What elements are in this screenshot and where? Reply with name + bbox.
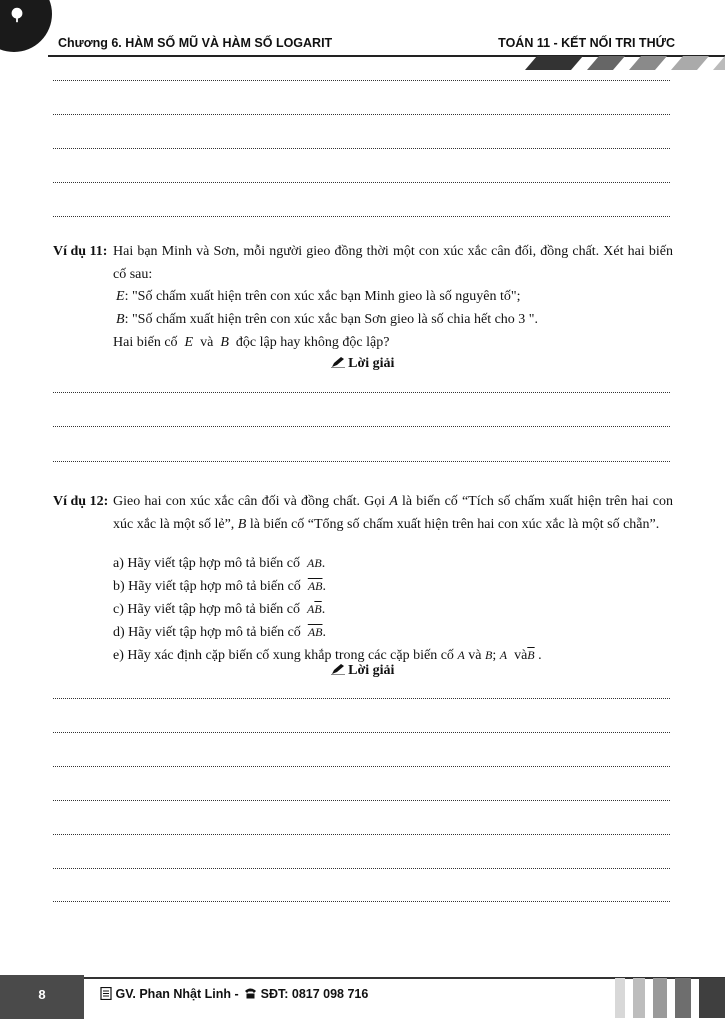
footer-stripes — [615, 978, 725, 1018]
example-11-label: Ví dụ 11: — [53, 244, 108, 259]
answer-line — [53, 766, 670, 767]
item-d: d) Hãy viết tập hợp mô tả biến cố $\overline{AB}$. — [113, 625, 326, 640]
example-11-question: Hai biến cố E và B độc lập hay không độc lập? — [113, 335, 390, 350]
phone-icon — [244, 987, 257, 999]
example-12-label: Ví dụ 12: — [53, 494, 109, 509]
item-e: e) Hãy xác định cặp biến cố xung khắp trong các cặp biến cố A và B; A $và\overline{B}$ . — [113, 648, 542, 663]
answer-line — [53, 732, 670, 733]
answer-line — [53, 392, 670, 393]
pen-icon — [331, 356, 345, 368]
pen-icon — [331, 663, 345, 675]
answer-line — [53, 114, 670, 115]
event-e-line — [116, 286, 676, 309]
event-b-line — [116, 309, 676, 332]
answer-line — [53, 800, 670, 801]
solution-heading-12: Lời giải — [0, 663, 725, 679]
event-e-symbol: E — [116, 289, 125, 304]
page-number: 8 — [0, 975, 84, 1019]
chapter-title: Chương 6. HÀM SỐ MŨ VÀ HÀM SỐ LOGARIT — [58, 36, 333, 50]
answer-line — [53, 461, 670, 462]
item-b: b) Hãy viết tập hợp mô tả biến cố $\overline{AB}$. — [113, 579, 326, 594]
example-11 — [53, 241, 673, 286]
footer-author: GV. Phan Nhật Linh - SĐT: 0817 098 716 — [100, 987, 368, 1001]
answer-line — [53, 868, 670, 869]
event-b-text: : "Số chấm xuất hiện trên con xúc xắc bạn Sơn gieo là số chia hết cho 3 ". — [124, 312, 539, 327]
header-stripes — [525, 56, 725, 70]
example-12 — [53, 491, 673, 536]
answer-line — [53, 80, 670, 81]
tree-logo-icon — [8, 6, 26, 24]
example-11-intro: Hai bạn Minh và Sơn, mỗi người gieo đồng thời một con xúc xắc cân đối, đồng chất. Xét hai biến cố sau: — [113, 244, 673, 282]
answer-line — [53, 901, 670, 902]
example-12-intro: Gieo hai con xúc xắc cân đối và đồng chất. Gọi A là biến cố “Tích số chấm xuất hiện trên hai con xúc xắc là một số lẻ”, B là biến cố “Tổng số chấm xuất hiện trên hai con xúc xắc là một số chẵn”. — [113, 494, 674, 532]
course-title: TOÁN 11 - KẾT NỐI TRI THỨC — [498, 36, 675, 50]
item-c: c) Hãy viết tập hợp mô tả biến cố $A\overline{B}$. — [113, 602, 326, 617]
document-icon — [100, 987, 112, 1000]
answer-line — [53, 148, 670, 149]
answer-line — [53, 182, 670, 183]
event-b-symbol: B — [116, 312, 125, 327]
solution-heading-11: Lời giải — [0, 356, 725, 372]
item-a: a) Hãy viết tập hợp mô tả biến cố AB. — [113, 556, 326, 571]
answer-line — [53, 216, 670, 217]
event-e-text: : "Số chấm xuất hiện trên con xúc xắc bạn Minh gieo là số nguyên tố"; — [124, 289, 521, 304]
answer-line — [53, 834, 670, 835]
answer-line — [53, 426, 670, 427]
corner-logo — [0, 0, 52, 52]
answer-line — [53, 698, 670, 699]
